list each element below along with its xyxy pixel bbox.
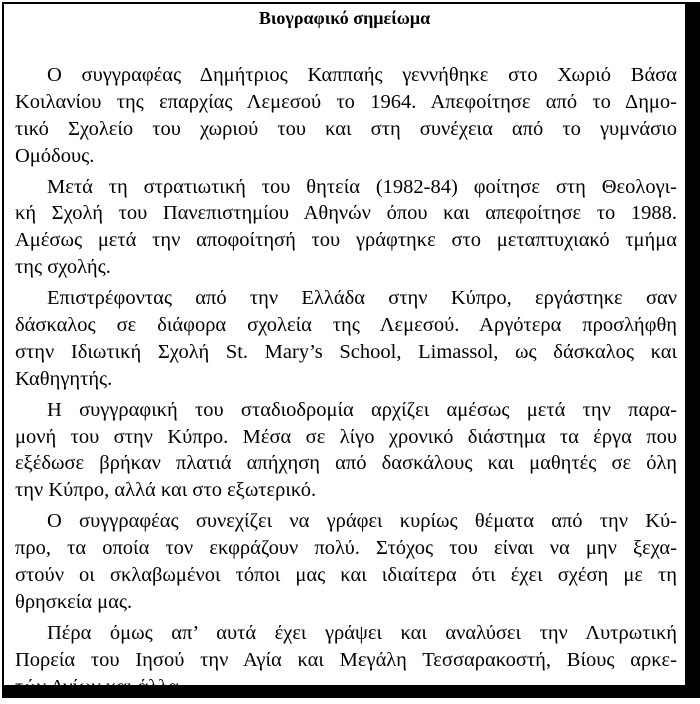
text-line: κή Σχολή του Πανεπιστημίου Αθηνών όπου και απεφοίτησε το 1988. [15,202,677,225]
text-line: Η συγγραφική του σταδιοδρομία αρχίζει αμέσως μετά την παρα- [47,398,677,421]
text-line: τών Αγίων και άλλα. [15,675,184,698]
text-line: μονή του στην Κύπρο. Μέσα σε λίγο χρονικό διάστημα τα έργα που [15,425,677,448]
document-page [2,2,700,698]
text-line: την Κύπρο, αλλά και στο εξωτερικό. [15,479,317,502]
text-line: Ομόδους. [15,144,95,167]
paragraph-1 [15,62,677,170]
text-line: Πέρα όμως απ’ αυτά έχει γράψει και αναλύσει την Λυτρωτική [47,621,677,644]
text-line: θρησκεία μας. [15,590,133,613]
text-line: Καθηγητής. [15,367,113,390]
text-line: Κοιλανίου της επαρχίας Λεμεσού το 1964. Απεφοίτησε από το Δημο- [15,90,677,113]
paragraph-6 [15,620,677,701]
text-line: της σχολής. [15,256,111,279]
text-line: τικό Σχολείο του χωριού του και στη συνέχεια από το γυμνάσιο [15,117,677,140]
text-line: δάσκαλος σε διάφορα σχολεία της Λεμεσού. Αργότερα προσλήφθη [15,314,677,337]
paragraph-2 [15,174,677,282]
text-line: προ, τα οποία τον εκφράζουν πολύ. Στόχος του είναι να μην ξεχα- [15,537,677,560]
text-line: Ο συγγραφέας Δημήτριος Καππαής γεννήθηκε στο Χωριό Βάσα [47,64,677,86]
text-line: Επιστρέφοντας από την Ελλάδα στην Κύπρο, εργάστηκε σαν [47,287,677,310]
text-line: Μετά τη στρατιωτική του θητεία (1982-84) φοίτησε στη Θεολογι- [47,175,677,198]
document-body [15,62,677,704]
text-line: εξέδωσε βρήκαν πλατιά απήχηση από δασκάλους και μαθητές σε όλη [15,452,677,475]
text-line: Αμέσως μετά την αποφοίτησή του γράφτηκε στο μεταπτυχιακό τμήμα [15,229,677,252]
text-line: Πορεία του Ιησού την Αγία και Μεγάλη Τεσσαρακοστή, Βίους αρκε- [15,648,677,671]
paragraph-3 [15,285,677,393]
document-title: Βιογραφικό σημείωμα [258,8,431,28]
paragraph-5 [15,508,677,616]
paragraph-4 [15,397,677,505]
text-line: στούν οι σκλαβωμένοι τόποι μας και ιδιαίτερα ότι έχει σχέση με τη [15,564,677,587]
text-line: στην Ιδιωτική Σχολή St. Mary’s School, Limassol, ως δάσκαλος και [15,340,677,363]
text-line: Ο συγγραφέας συνεχίζει να γράφει κυρίως θέματα από την Κύ- [47,510,677,533]
